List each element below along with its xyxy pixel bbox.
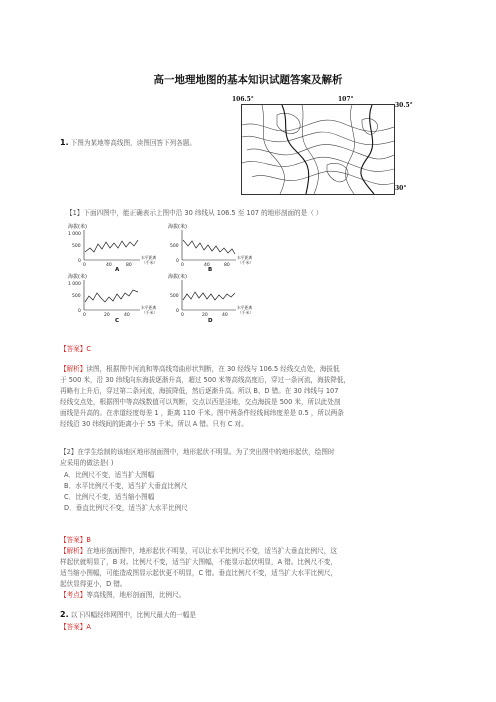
profile-c-ytick-0: 0 [78, 309, 81, 314]
analysis-2-line-2: 样起伏就明显了，B 对。比例尺不变，适当扩大图幅，不能显示起伏明显，A 错。比例尺不变， [60, 558, 337, 566]
profile-b-xtick-40: 40 [204, 263, 210, 268]
contour-map [241, 104, 395, 195]
answer-value: B [86, 536, 91, 544]
option-a: A．比例尺不变，适当扩大图幅 [64, 471, 155, 479]
answer-q2 [60, 622, 91, 633]
analysis-1-line-3: 再略有上升后，穿过第二条河流，海拔降低，然后逐渐升高。所以 B、D 错。在 30 纬线与 107 [60, 387, 339, 395]
profile-a-ytick-1000: 1 000 [68, 232, 81, 237]
question-text: 下图为某地等高线图，读图回答下列各题。 [70, 139, 196, 147]
profile-chart-d [162, 272, 262, 328]
profile-c-ylabel: 海拔(米) [68, 274, 87, 280]
svg-text:（千米）: （千米） [142, 310, 158, 315]
document-title: 高一地理地图的基本知识试题答案及解析 [153, 74, 343, 86]
profile-c-xtick-0: 0 [83, 313, 86, 318]
points-line: 【考点】等高线图，地形剖面图，比例尺。 [60, 591, 186, 599]
answer-tag: 【答案】 [60, 536, 87, 544]
svg-text:（千米）: （千米） [238, 260, 254, 265]
profile-a-ytick-500: 500 [72, 244, 81, 249]
profile-a-xtick-0: 0 [83, 263, 86, 268]
profile-c-xunit: 水平距离 [141, 305, 157, 310]
map-lon-right: 107° [338, 96, 354, 103]
svg-text:（千米）: （千米） [142, 260, 158, 265]
analysis-1-line-6: 经线沿 30 纬线间的距离小于 55 千米。所以 A 错。只有 C 对。 [60, 420, 248, 428]
profile-a-svg [68, 222, 168, 272]
profile-chart-a [68, 222, 168, 276]
profile-d-letter: D [208, 318, 213, 324]
map-lat-bottom: 30° [395, 185, 407, 192]
profile-b-ytick-0: 0 [176, 259, 179, 264]
answer-1 [60, 344, 91, 355]
answer-value: A [86, 623, 91, 631]
question-2 [60, 610, 196, 621]
profile-d-ylabel: 海拔(米) [168, 274, 187, 280]
profile-d-xtick-40: 40 [222, 313, 228, 318]
answer-2 [60, 535, 91, 546]
option-b: B．水平比例尺不变，适当扩大垂直比例尺 [64, 482, 188, 490]
profile-d-ytick-500: 500 [170, 294, 179, 299]
profile-b-xtick-0: 0 [181, 263, 184, 268]
analysis-tag: 【解析】 [60, 547, 87, 555]
profile-c-ytick-500: 500 [72, 294, 81, 299]
analysis-2-line-1: 【解析】在地形剖面图中，地形起伏不明显，可以让水平比例尺不变，适当扩大垂直比例尺，这 [60, 547, 337, 555]
profile-d-xunit: 水平距离 [237, 305, 253, 310]
profile-d-xtick-20: 20 [202, 313, 208, 318]
profile-c-letter: C [115, 318, 120, 324]
profile-chart-c [68, 272, 168, 328]
answer-tag: 【答案】 [60, 623, 87, 631]
profile-b-xtick-80: 80 [224, 263, 230, 268]
map-lat-top: 30.5° [395, 102, 413, 109]
profile-chart-b [162, 222, 262, 276]
profile-c-svg [68, 272, 168, 324]
analysis-2-line-3: 适当缩小图幅，可能造成图显示起伏更不明显，C 错。垂直比例尺不变，适当扩大水平比例尺， [60, 569, 338, 577]
answer-value: C [86, 345, 91, 353]
analysis-tag: 【解析】 [60, 365, 87, 373]
profile-c-ytick-1000: 1 000 [68, 282, 81, 287]
profile-a-ylabel: 海拔(米) [68, 224, 87, 230]
profile-b-xunit: 水平距离 [237, 255, 253, 260]
profile-c-xtick-40: 40 [124, 313, 130, 318]
profile-a-ytick-0: 0 [78, 259, 81, 264]
points-tag: 【考点】 [60, 591, 87, 599]
profile-b-ytick-500: 500 [170, 244, 179, 249]
profile-c-xtick-20: 20 [104, 313, 110, 318]
profile-d-ytick-0: 0 [176, 309, 179, 314]
analysis-1-line-4: 经线交点处，根据图中等高线数值可以判断，交点以西是洼地，交点海拔是 500 米，所以此处剖 [60, 398, 341, 406]
profile-a-letter: A [115, 267, 120, 272]
svg-text:（千米）: （千米） [238, 310, 254, 315]
question-text: 以下四幅经纬网图中，比例尺最大的一幅是 [70, 611, 196, 619]
sub-question-2-line-1: 【2】在学生绘制的该地区地形剖面图中，地形起伏不明显。为了突出图中的地形起伏，绘图时 [60, 448, 335, 456]
question-number: 1. [60, 138, 69, 147]
sub-question-2-line-2: 应采用的做法是( ) [60, 459, 114, 467]
profile-b-svg [162, 222, 262, 272]
map-lon-left: 106.5° [232, 96, 254, 103]
profile-a-xtick-40: 40 [106, 263, 112, 268]
answer-tag: 【答案】 [60, 345, 87, 353]
profile-d-xtick-0: 0 [181, 313, 184, 318]
profile-b-ylabel: 海拔(米) [168, 224, 187, 230]
profile-a-xtick-80: 80 [126, 263, 132, 268]
profile-b-letter: B [208, 267, 213, 272]
analysis-1-line-2: 于 500 米，沿 30 纬线向东海拔逐渐升高，超过 500 米等高线高度后，穿过一条河流，海拔降低， [60, 376, 351, 384]
option-c: C．比例尺不变，适当缩小图幅 [64, 493, 155, 501]
profile-d-svg [162, 272, 262, 324]
question-number: 2. [60, 610, 69, 619]
option-d: D．垂直比例尺不变，适当扩大水平比例尺 [64, 504, 188, 512]
analysis-2-line-4: 起伏显得更小，D 错。 [60, 580, 127, 588]
profile-a-xunit: 水平距离 [141, 255, 157, 260]
question-1 [60, 138, 196, 149]
analysis-1-line-5: 面线是升高的。在赤道经度每差 1 ，距离 110 千米。图中两条件经线间纬度差是 0.5 ，所以两条 [60, 409, 344, 417]
contour-lines-graphic [242, 105, 394, 194]
analysis-1-line-1: 【解析】读图，根据图中河流和等高线弯曲形状判断，在 30 经线与 106.5 经线交点处，海拔低 [60, 365, 340, 373]
sub-question-1: 【1】下面四图中，能正确表示上图中沿 30 纬线从 106.5 至 107 的地形剖面的是（ ） [66, 209, 323, 217]
